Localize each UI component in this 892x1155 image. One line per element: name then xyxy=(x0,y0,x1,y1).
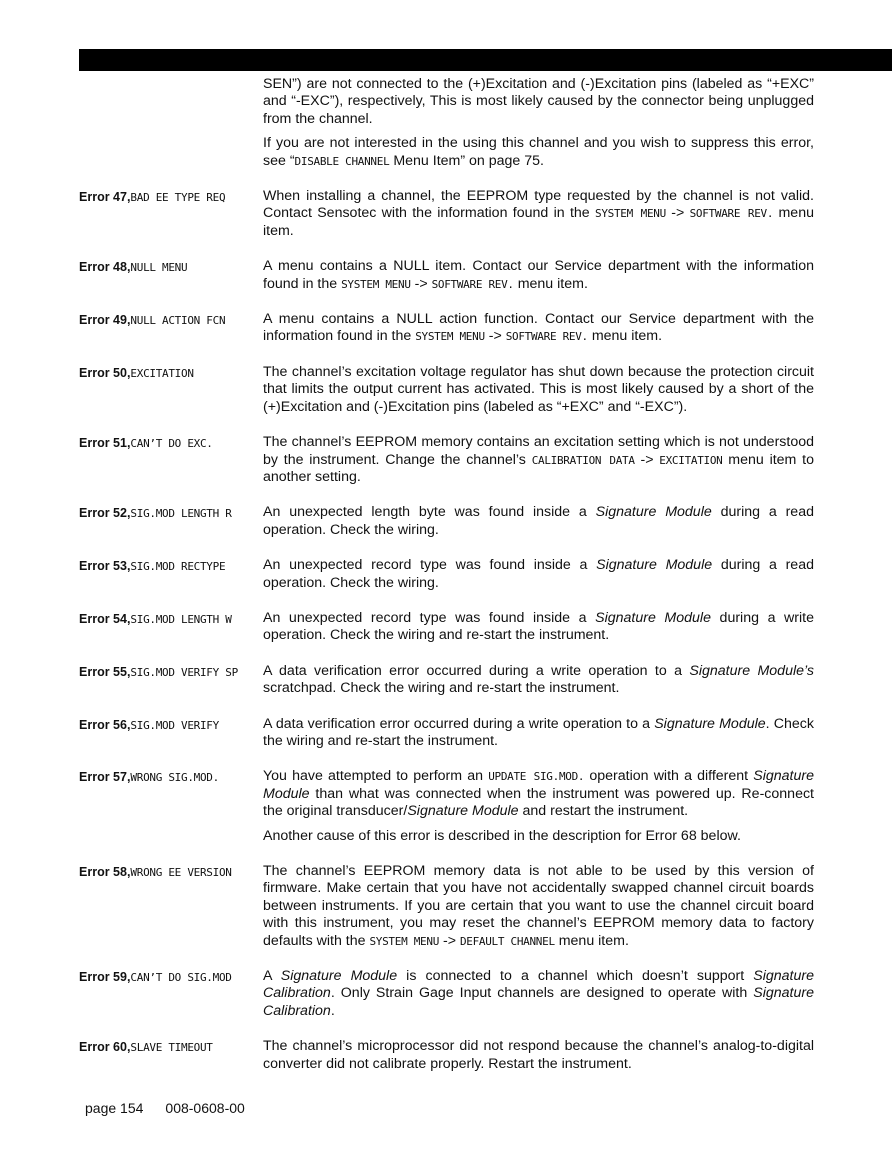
error-description: The channel’s excitation voltage regulator has shut down because the protection circuit that limits the output current has activated. This is most likely caused by a short of the (+)Excitation and (-)Excitation pins (labeled as “+EXC” and “-EXC”). xyxy=(263,363,814,415)
error-entry-50 xyxy=(79,364,814,416)
error-description: A menu contains a NULL action function. Contact our Service department with the information found in the SYSTEM MENU -> SOFTWARE REV. menu item. xyxy=(263,311,814,345)
error-description: An unexpected record type was found inside a Signature Module during a read operation. Check the wiring. xyxy=(263,557,814,591)
error-entry-52 xyxy=(79,504,814,539)
header-bar xyxy=(79,49,892,71)
error-description: The channel’s EEPROM memory data is not able to be used by this version of firmware. Make certain that you have not accidentally swapped channel circuit boards between instruments. If you are certain that you want to use the channel circuit board with this instrument, you may reset the channel’s EEPROM memory data to factory defaults with the SYSTEM MENU -> DEFAULT CHANNEL menu item. xyxy=(263,863,814,949)
document-number: 008-0608-00 xyxy=(165,1100,245,1116)
error-entry-56 xyxy=(79,716,814,751)
error-description: An unexpected length byte was found inside a Signature Module during a read operation. Check the wiring. xyxy=(263,504,814,538)
error-label: Error 55, xyxy=(79,664,131,679)
error-entry-57 xyxy=(79,768,814,845)
error-label: Error 47, xyxy=(79,190,131,205)
error-code: EXCITATION xyxy=(130,366,194,380)
page-number: page 154 xyxy=(85,1100,144,1116)
error-entry-51 xyxy=(79,434,814,486)
error-entry-48 xyxy=(79,258,814,293)
error-label: Error 49, xyxy=(79,313,131,328)
error-label: Error 50, xyxy=(79,365,131,380)
error-description: The channel’s EEPROM memory contains an excitation setting which is not understood by the instrument. Change the channel’s CALIBRATION DATA -> EXCITATION menu item to another setting. xyxy=(263,434,814,485)
error-code: SIG.MOD LENGTH W xyxy=(130,612,232,626)
error-description: An unexpected record type was found inside a Signature Module during a write operation. Check the wiring and re-start the instrument. xyxy=(263,609,814,644)
error-description: You have attempted to perform an UPDATE SIG.MOD. operation with a different Signature Module than what was connected when the instrument was powered up. Re-connect the original transducer/Signature Module and restart the instrument. Another cause of this error is described in the description for Error 68 below. xyxy=(263,768,814,844)
error-code: SLAVE TIMEOUT xyxy=(130,1041,213,1055)
intro-paragraph-1: SEN”) are not connected to the (+)Excitation and (-)Excitation pins (labeled as “+EXC” and “-EXC”), respectively, This is most likely caused by the connector being unplugged from the channel. xyxy=(263,76,814,127)
error-code: NULL MENU xyxy=(130,261,188,275)
error-code: SIG.MOD LENGTH R xyxy=(130,507,232,521)
error-entry-53 xyxy=(79,557,814,592)
page-footer xyxy=(85,1100,267,1116)
error-label: Error 58, xyxy=(79,865,131,879)
menu-code: DISABLE CHANNEL xyxy=(294,154,390,168)
error-code: WRONG SIG.MOD. xyxy=(130,771,219,785)
error-description: The channel’s microprocessor did not respond because the channel’s analog-to-digital converter did not calibrate properly. Restart the instrument. xyxy=(263,1038,814,1072)
error-description: A Signature Module is connected to a channel which doesn’t support Signature Calibration. Only Strain Gage Input channels are designed to operate with Signature Calibration. xyxy=(263,968,814,1019)
error-label: Error 53, xyxy=(79,559,131,574)
error-code: SIG.MOD VERIFY SP xyxy=(130,665,238,679)
intro-entry xyxy=(79,76,814,170)
document-body xyxy=(79,76,814,1091)
error-code: SIG.MOD VERIFY xyxy=(130,718,219,732)
intro-paragraph-2: If you are not interested in the using this channel and you wish to suppress this error, see “DISABLE CHANNEL Menu Item” on page 75. xyxy=(263,135,814,169)
error-entry-58 xyxy=(79,863,814,950)
error-entry-59 xyxy=(79,968,814,1020)
error-code: NULL ACTION FCN xyxy=(130,314,226,328)
error-description: A menu contains a NULL item. Contact our Service department with the information found in the SYSTEM MENU -> SOFTWARE REV. menu item. xyxy=(263,258,814,292)
error-label: Error 54, xyxy=(79,611,131,626)
error-label: Error 51, xyxy=(79,436,131,451)
error-entry-55 xyxy=(79,663,814,698)
error-label: Error 48, xyxy=(79,260,131,275)
error-code: CAN’T DO SIG.MOD xyxy=(130,971,232,985)
error-description: A data verification error occurred during a write operation to a Signature Module’s scratchpad. Check the wiring and re-start the instrument. xyxy=(263,662,814,697)
error-entry-60 xyxy=(79,1038,814,1073)
error-label: Error 56, xyxy=(79,717,131,732)
error-description: When installing a channel, the EEPROM type requested by the channel is not valid. Contact Sensotec with the information found in the SYSTEM MENU -> SOFTWARE REV. menu item. xyxy=(263,188,814,239)
error-entry-49 xyxy=(79,311,814,346)
error-entry-47 xyxy=(79,188,814,240)
error-code: BAD EE TYPE REQ xyxy=(130,191,226,205)
error-code: CAN’T DO EXC. xyxy=(130,437,213,451)
error-label: Error 60, xyxy=(79,1040,131,1055)
error-code: SIG.MOD RECTYPE xyxy=(130,560,226,574)
error-entry-54 xyxy=(79,610,814,645)
error-description: A data verification error occurred during a write operation to a Signature Module. Check the wiring and re-start the instrument. xyxy=(263,715,814,749)
error-label: Error 59, xyxy=(79,970,131,985)
error-label: Error 57, xyxy=(79,770,131,785)
error-label: Error 52, xyxy=(79,506,131,521)
error-code: WRONG EE VERSION xyxy=(130,866,232,879)
